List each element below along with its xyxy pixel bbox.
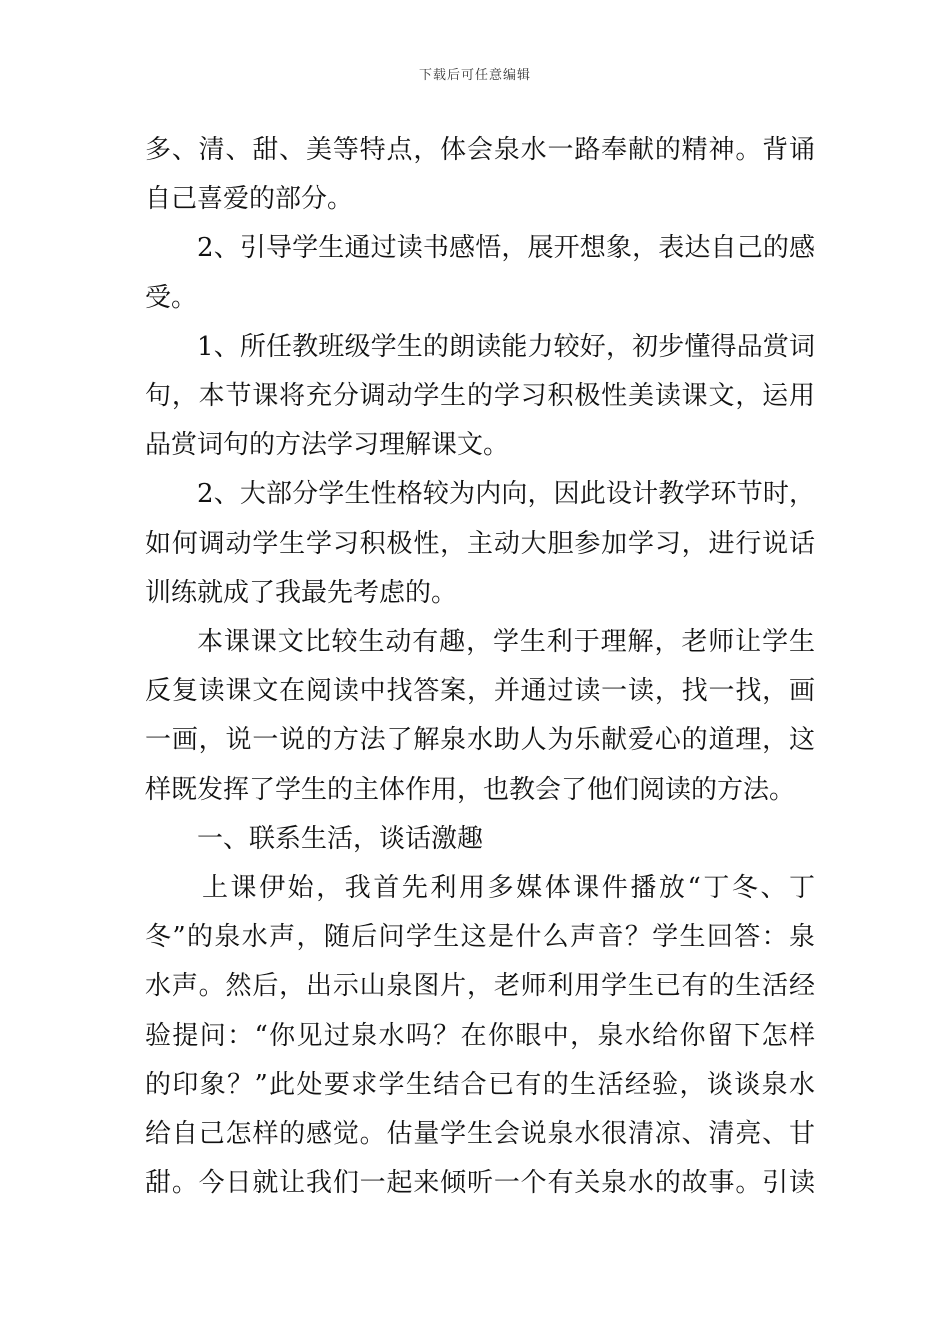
page-header: 下载后可任意编辑 bbox=[418, 68, 531, 83]
text-line: 验提问：“你见过泉水吗？在你眼中，泉水给你留下怎样 bbox=[145, 1021, 815, 1051]
text-line: 样既发挥了学生的主体作用，也教会了他们阅读的方法。 bbox=[145, 775, 796, 805]
text-line: 一、联系生活，谈话激趣 bbox=[197, 824, 484, 854]
text-line: 自己喜爱的部分。 bbox=[145, 184, 354, 214]
text-line: 上课伊始，我首先利用多媒体课件播放“丁冬、丁 bbox=[202, 873, 815, 903]
text-line: 句，本节课将充分调动学生的学习积极性美读课文，运用 bbox=[145, 381, 815, 411]
text-line: 1、所任教班级学生的朗读能力较好，初步懂得品赏词 bbox=[197, 332, 815, 362]
text-line: 2、大部分学生性格较为内向，因此设计教学环节时， bbox=[197, 479, 815, 509]
text-line: 给自己怎样的感觉。估量学生会说泉水很清凉、清亮、甘 bbox=[145, 1119, 815, 1149]
text-line: 受。 bbox=[145, 283, 198, 313]
text-line: 品赏词句的方法学习理解课文。 bbox=[145, 430, 510, 460]
text-line: 冬”的泉水声，随后问学生这是什么声音？学生回答：泉 bbox=[145, 922, 815, 952]
text-line: 的印象？”此处要求学生结合已有的生活经验，谈谈泉水 bbox=[145, 1070, 815, 1100]
text-line: 反复读课文在阅读中找答案，并通过读一读，找一找，画 bbox=[145, 676, 815, 706]
text-line: 如何调动学生学习积极性，主动大胆参加学习，进行说话 bbox=[145, 529, 815, 559]
text-line: 2、引导学生通过读书感悟，展开想象，表达自己的感 bbox=[197, 233, 815, 263]
text-line: 水声。然后，出示山泉图片，老师利用学生已有的生活经 bbox=[145, 971, 815, 1001]
text-line: 一画，说一说的方法了解泉水助人为乐献爱心的道理，这 bbox=[145, 725, 815, 755]
text-line: 训练就成了我最先考虑的。 bbox=[145, 578, 458, 608]
text-line: 本课课文比较生动有趣，学生利于理解，老师让学生 bbox=[197, 627, 815, 657]
text-line: 甜。今日就让我们一起来倾听一个有关泉水的故事。引读 bbox=[145, 1168, 815, 1198]
text-line: 多、清、甜、美等特点，体会泉水一路奉献的精神。背诵 bbox=[145, 135, 815, 165]
